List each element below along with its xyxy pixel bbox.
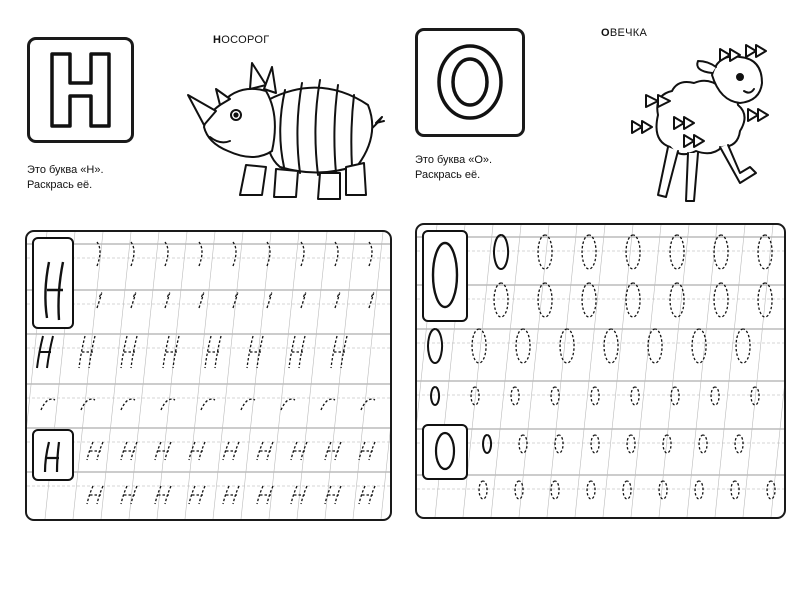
practice-glyph [483,435,491,453]
practice-glyph [155,442,171,460]
practice-glyph [538,283,552,317]
rhino-name-initial: Н [213,34,222,46]
practice-glyph [699,435,707,453]
lamb-name-rest: ВЕЧКА [609,27,648,39]
practice-glyph [301,293,306,308]
practice-glyph [281,399,295,410]
slant-guide [101,232,131,519]
practice-glyph [223,442,239,460]
practice-glyph [165,293,170,308]
slant-guide [213,232,243,519]
practice-glyph [163,336,179,368]
letter-o-outline [418,31,522,134]
practice-glyph [325,486,341,504]
practice-glyph [359,486,375,504]
practice-glyph [223,486,239,504]
practice-glyph [623,481,631,499]
practice-glyph [289,336,305,368]
slant-guide [491,225,521,517]
o-writing-lines [417,225,784,517]
practice-glyph [551,481,559,499]
h-caption-line1: Это буква «Н». [27,164,104,176]
practice-glyph [494,283,508,317]
practice-glyph [361,399,375,410]
practice-glyph [205,336,221,368]
practice-glyph [189,486,205,504]
practice-glyph [428,329,442,363]
practice-glyph [431,387,439,405]
lamb-name-initial: О [601,27,610,39]
slant-guide [771,225,784,517]
practice-glyph [165,242,168,266]
practice-glyph [511,387,519,405]
practice-glyph [670,235,684,269]
slant-guide [631,225,661,517]
practice-glyph [516,329,530,363]
practice-glyph [247,336,263,368]
practice-glyph [79,336,95,368]
practice-glyph [670,283,684,317]
practice-glyph [659,481,667,499]
slant-guide [185,232,215,519]
h-caption-line2: Раскрась её. [27,179,93,191]
h-writing-panel [25,230,392,521]
practice-glyph [331,336,347,368]
practice-glyph [369,242,372,266]
practice-glyph [591,387,599,405]
practice-glyph [233,242,236,266]
rhino-illustration [180,55,390,215]
slant-guide [519,225,549,517]
practice-glyph [582,283,596,317]
practice-glyph [551,387,559,405]
practice-glyph [97,293,102,308]
o-caption [415,153,492,183]
practice-glyph [81,399,95,410]
practice-glyph [692,329,706,363]
h-caption [27,163,104,193]
practice-glyph [37,336,53,368]
slant-guide [73,232,103,519]
practice-glyph [369,293,374,308]
practice-glyph [161,399,175,410]
practice-glyph [199,293,204,308]
slant-guide [129,232,159,519]
practice-glyph [335,293,340,308]
o-caption-line1: Это буква «О». [415,154,493,166]
o-writing-panel [415,223,786,519]
practice-glyph [555,435,563,453]
practice-glyph [711,387,719,405]
slant-guide [575,225,605,517]
sample-box [33,238,73,328]
slant-guide [325,232,355,519]
rhino-name [213,34,269,46]
practice-glyph [714,283,728,317]
practice-glyph [199,242,202,266]
practice-glyph [321,399,335,410]
practice-glyph [335,242,338,266]
practice-glyph [591,435,599,453]
practice-glyph [155,486,171,504]
sample-box [33,430,73,480]
practice-glyph [267,293,272,308]
slant-guide [381,232,390,519]
o-caption-line2: Раскрась её. [415,169,481,181]
letter-h-outline [30,40,131,140]
practice-glyph [560,329,574,363]
practice-glyph [131,293,136,308]
rhino-name-rest: ОСОРОГ [221,34,270,46]
slant-guide [269,232,299,519]
practice-glyph [131,242,134,266]
slant-guide [241,232,271,519]
letter-h-box [27,37,134,143]
practice-glyph [87,442,103,460]
practice-glyph [494,235,508,269]
practice-glyph [626,235,640,269]
practice-glyph [604,329,618,363]
practice-glyph [479,481,487,499]
practice-glyph [121,399,135,410]
practice-glyph [695,481,703,499]
slant-guide [157,232,187,519]
practice-glyph [359,442,375,460]
practice-glyph [121,336,137,368]
slant-guide [603,225,633,517]
practice-glyph [41,399,55,410]
practice-glyph [587,481,595,499]
slant-guide [547,225,577,517]
slant-guide [743,225,773,517]
practice-glyph [714,235,728,269]
practice-glyph [257,442,273,460]
slant-guide [659,225,689,517]
practice-glyph [631,387,639,405]
letter-o-box [415,28,525,137]
practice-glyph [736,329,750,363]
practice-glyph [735,435,743,453]
practice-glyph [582,235,596,269]
slant-guide [297,232,327,519]
practice-glyph [626,283,640,317]
practice-glyph [731,481,739,499]
lamb-illustration [628,35,788,205]
h-writing-lines [27,232,390,519]
practice-glyph [121,486,137,504]
practice-glyph [87,486,103,504]
practice-glyph [121,442,137,460]
practice-glyph [201,399,215,410]
slant-guide [687,225,717,517]
practice-glyph [519,435,527,453]
practice-glyph [648,329,662,363]
practice-glyph [301,242,304,266]
practice-glyph [627,435,635,453]
slant-guide [353,232,383,519]
